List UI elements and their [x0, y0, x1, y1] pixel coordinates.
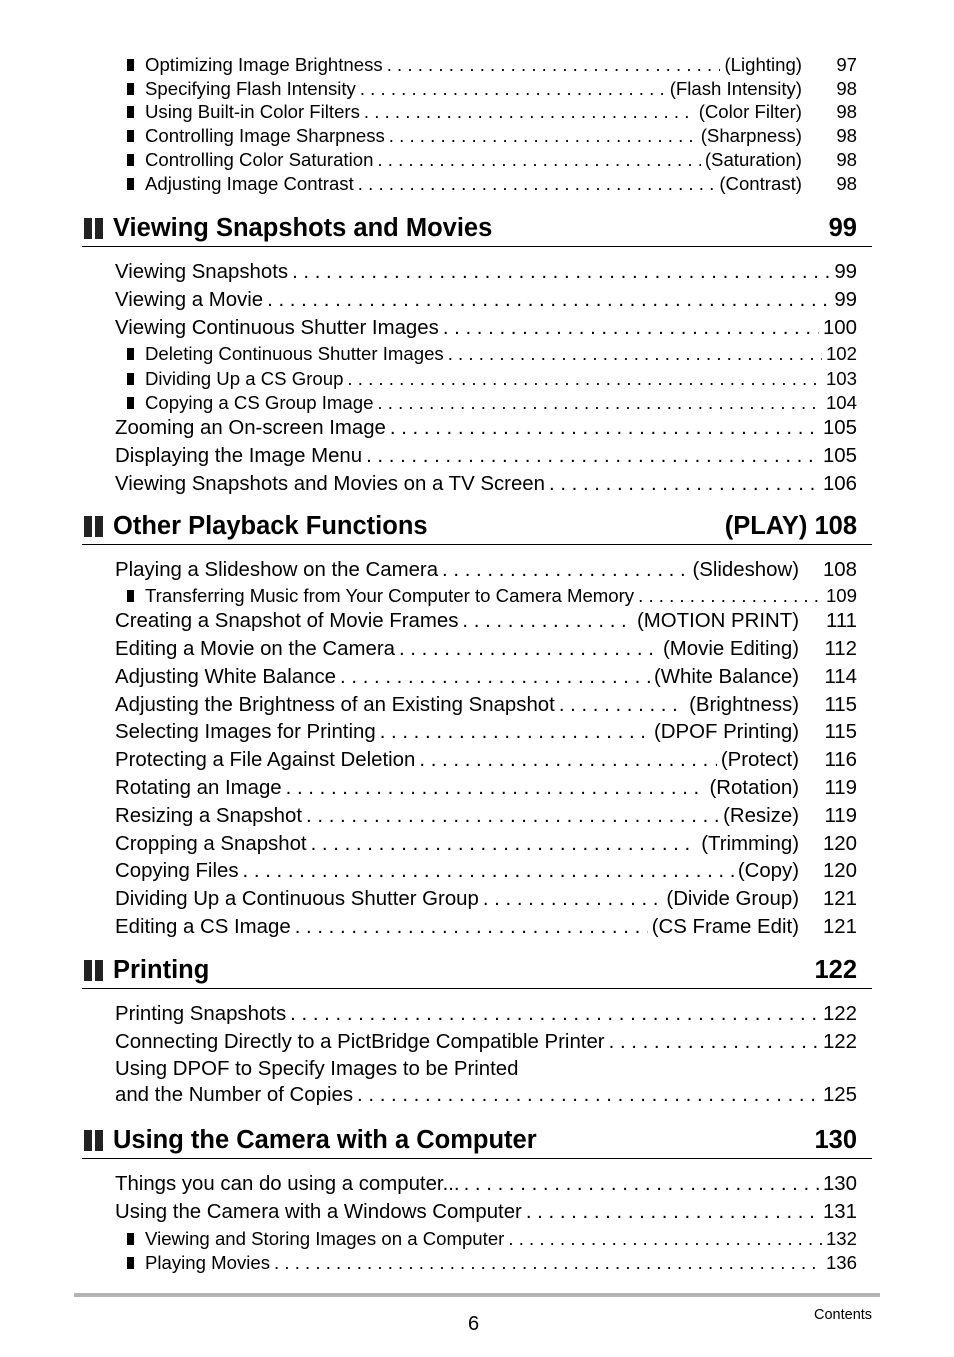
- dot-leader: [306, 805, 719, 828]
- toc-entry[interactable]: Adjusting the Brightness of an Existing Snapshot . . . (Brightness) 115: [115, 691, 857, 719]
- toc-entry[interactable]: Editing a Movie on the Camera . . . (Movie Editing) 112: [115, 636, 857, 664]
- toc-entry[interactable]: Things you can do using a computer... . . . 130: [115, 1171, 857, 1199]
- dot-leader: [559, 694, 685, 717]
- dot-leader: [366, 445, 819, 468]
- square-bullet-icon: [127, 1257, 134, 1269]
- square-bullet-icon: [127, 373, 134, 385]
- square-bullet-icon: [127, 178, 134, 190]
- dot-leader: [448, 343, 822, 365]
- dot-leader: [360, 78, 666, 100]
- toc-subentry[interactable]: Viewing and Storing Images on a Computer . . . 132: [115, 1227, 857, 1251]
- dot-leader: [419, 749, 716, 772]
- dot-leader: [340, 666, 650, 689]
- toc-subentry[interactable]: Controlling Color Saturation . . . (Saturation) 98: [127, 148, 857, 172]
- toc-subentry[interactable]: Controlling Image Sharpness . . . (Sharpness) 98: [127, 124, 857, 148]
- square-bullet-icon: [127, 1233, 134, 1245]
- section-marker-icon: [84, 1130, 106, 1151]
- toc-subentry[interactable]: Specifying Flash Intensity . . . (Flash Intensity) 98: [127, 77, 857, 101]
- section-entries: [115, 259, 857, 498]
- section-entries: [115, 1171, 857, 1275]
- dot-leader: [290, 1003, 819, 1026]
- dot-leader: [380, 721, 650, 744]
- toc-entry[interactable]: Using DPOF to Specify Images to be Printed and the Number of Copies . . . 125: [115, 1057, 857, 1110]
- square-bullet-icon: [127, 348, 134, 360]
- section-marker-icon: [84, 218, 106, 239]
- toc-entry[interactable]: Resizing a Snapshot . . . (Resize) 119: [115, 802, 857, 830]
- toc-entry[interactable]: Viewing Snapshots . . . 99: [115, 259, 857, 287]
- section-marker-icon: [84, 516, 106, 537]
- dot-leader: [267, 289, 830, 312]
- section-heading[interactable]: Printing 122: [82, 952, 872, 989]
- square-bullet-icon: [127, 130, 134, 142]
- toc-entry[interactable]: Copying Files . . . (Copy) 120: [115, 858, 857, 886]
- toc-section-computer: [82, 1122, 872, 1275]
- section-heading[interactable]: Viewing Snapshots and Movies 99: [82, 210, 872, 247]
- section-heading[interactable]: Other Playback Functions (PLAY) 108: [82, 508, 872, 545]
- toc-entry[interactable]: Rotating an Image . . . (Rotation) 119: [115, 775, 857, 803]
- dot-leader: [286, 777, 706, 800]
- toc-entry[interactable]: Connecting Directly to a PictBridge Compatible Printer . . . 122: [115, 1029, 857, 1057]
- dot-leader: [638, 585, 822, 607]
- toc-subentry[interactable]: Using Built-in Color Filters . . . (Color Filter) 98: [127, 101, 857, 125]
- dot-leader: [442, 559, 688, 582]
- toc-entry[interactable]: Playing a Slideshow on the Camera . . . (Slideshow) 108: [115, 557, 857, 585]
- dot-leader: [526, 1201, 819, 1224]
- dot-leader: [389, 125, 697, 147]
- toc-entry[interactable]: Protecting a File Against Deletion . . . (Protect) 116: [115, 747, 857, 775]
- toc-entry[interactable]: Viewing Continuous Shutter Images . . . 100: [115, 315, 857, 343]
- dot-leader: [464, 1173, 819, 1196]
- toc-subentry[interactable]: Transferring Music from Your Computer to Camera Memory . . . 109: [115, 585, 857, 608]
- dot-leader: [387, 54, 721, 76]
- page-number: 6: [468, 1313, 480, 1335]
- square-bullet-icon: [127, 590, 134, 602]
- square-bullet-icon: [127, 106, 134, 118]
- dot-leader: [390, 417, 819, 440]
- toc-entry[interactable]: Viewing a Movie . . . 99: [115, 287, 857, 315]
- toc-section-printing: [82, 952, 872, 1109]
- dot-leader: [295, 916, 648, 939]
- contents-link[interactable]: Contents: [814, 1307, 873, 1323]
- toc-entry[interactable]: Dividing Up a Continuous Shutter Group . . . (Divide Group) 121: [115, 886, 857, 914]
- square-bullet-icon: [127, 59, 134, 71]
- toc-subentry[interactable]: Dividing Up a CS Group . . . 103: [115, 367, 857, 391]
- dot-leader: [399, 638, 659, 661]
- dot-leader: [462, 610, 633, 633]
- dot-leader: [443, 317, 819, 340]
- footer-divider: [74, 1293, 880, 1297]
- toc-entry[interactable]: Zooming an On-screen Image . . . 105: [115, 415, 857, 443]
- toc-entry[interactable]: Adjusting White Balance . . . (White Balance) 114: [115, 663, 857, 691]
- dot-leader: [377, 149, 700, 171]
- dot-leader: [243, 860, 734, 883]
- section-heading[interactable]: Using the Camera with a Computer 130: [82, 1122, 872, 1159]
- section-entries: [115, 1001, 857, 1109]
- toc-continuation-list: [127, 53, 857, 196]
- dot-leader: [377, 392, 822, 414]
- dot-leader: [357, 1084, 819, 1107]
- toc-subentry[interactable]: Optimizing Image Brightness . . . (Lighting) 97: [127, 53, 857, 77]
- section-marker-icon: [84, 960, 106, 981]
- toc-entry[interactable]: Using the Camera with a Windows Computer . . . 131: [115, 1199, 857, 1227]
- toc-section-playback: [82, 508, 872, 941]
- toc-subentry[interactable]: Deleting Continuous Shutter Images . . . 102: [115, 342, 857, 366]
- toc-entry[interactable]: Viewing Snapshots and Movies on a TV Screen . . . 106: [115, 471, 857, 499]
- dot-leader: [311, 833, 698, 856]
- toc-section-viewing: [82, 210, 872, 498]
- dot-leader: [358, 173, 716, 195]
- dot-leader: [347, 368, 822, 390]
- toc-subentry[interactable]: Playing Movies . . . 136: [115, 1251, 857, 1275]
- dot-leader: [508, 1228, 822, 1250]
- toc-entry[interactable]: Editing a CS Image . . . (CS Frame Edit) 121: [115, 914, 857, 942]
- dot-leader: [292, 261, 830, 284]
- section-entries: [115, 557, 857, 941]
- square-bullet-icon: [127, 154, 134, 166]
- square-bullet-icon: [127, 397, 134, 409]
- dot-leader: [274, 1252, 822, 1274]
- toc-entry[interactable]: Creating a Snapshot of Movie Frames . . . (MOTION PRINT) 111: [115, 608, 857, 636]
- toc-entry[interactable]: Displaying the Image Menu . . . 105: [115, 443, 857, 471]
- toc-subentry[interactable]: Adjusting Image Contrast . . . (Contrast) 98: [127, 172, 857, 196]
- dot-leader: [364, 101, 695, 123]
- dot-leader: [549, 473, 819, 496]
- square-bullet-icon: [127, 83, 134, 95]
- toc-entry[interactable]: Cropping a Snapshot . . . (Trimming) 120: [115, 830, 857, 858]
- toc-entry[interactable]: Selecting Images for Printing . . . (DPOF Printing) 115: [115, 719, 857, 747]
- dot-leader: [609, 1031, 819, 1054]
- toc-subentry[interactable]: Copying a CS Group Image . . . 104: [115, 391, 857, 415]
- dot-leader: [483, 888, 663, 911]
- toc-entry[interactable]: Printing Snapshots . . . 122: [115, 1001, 857, 1029]
